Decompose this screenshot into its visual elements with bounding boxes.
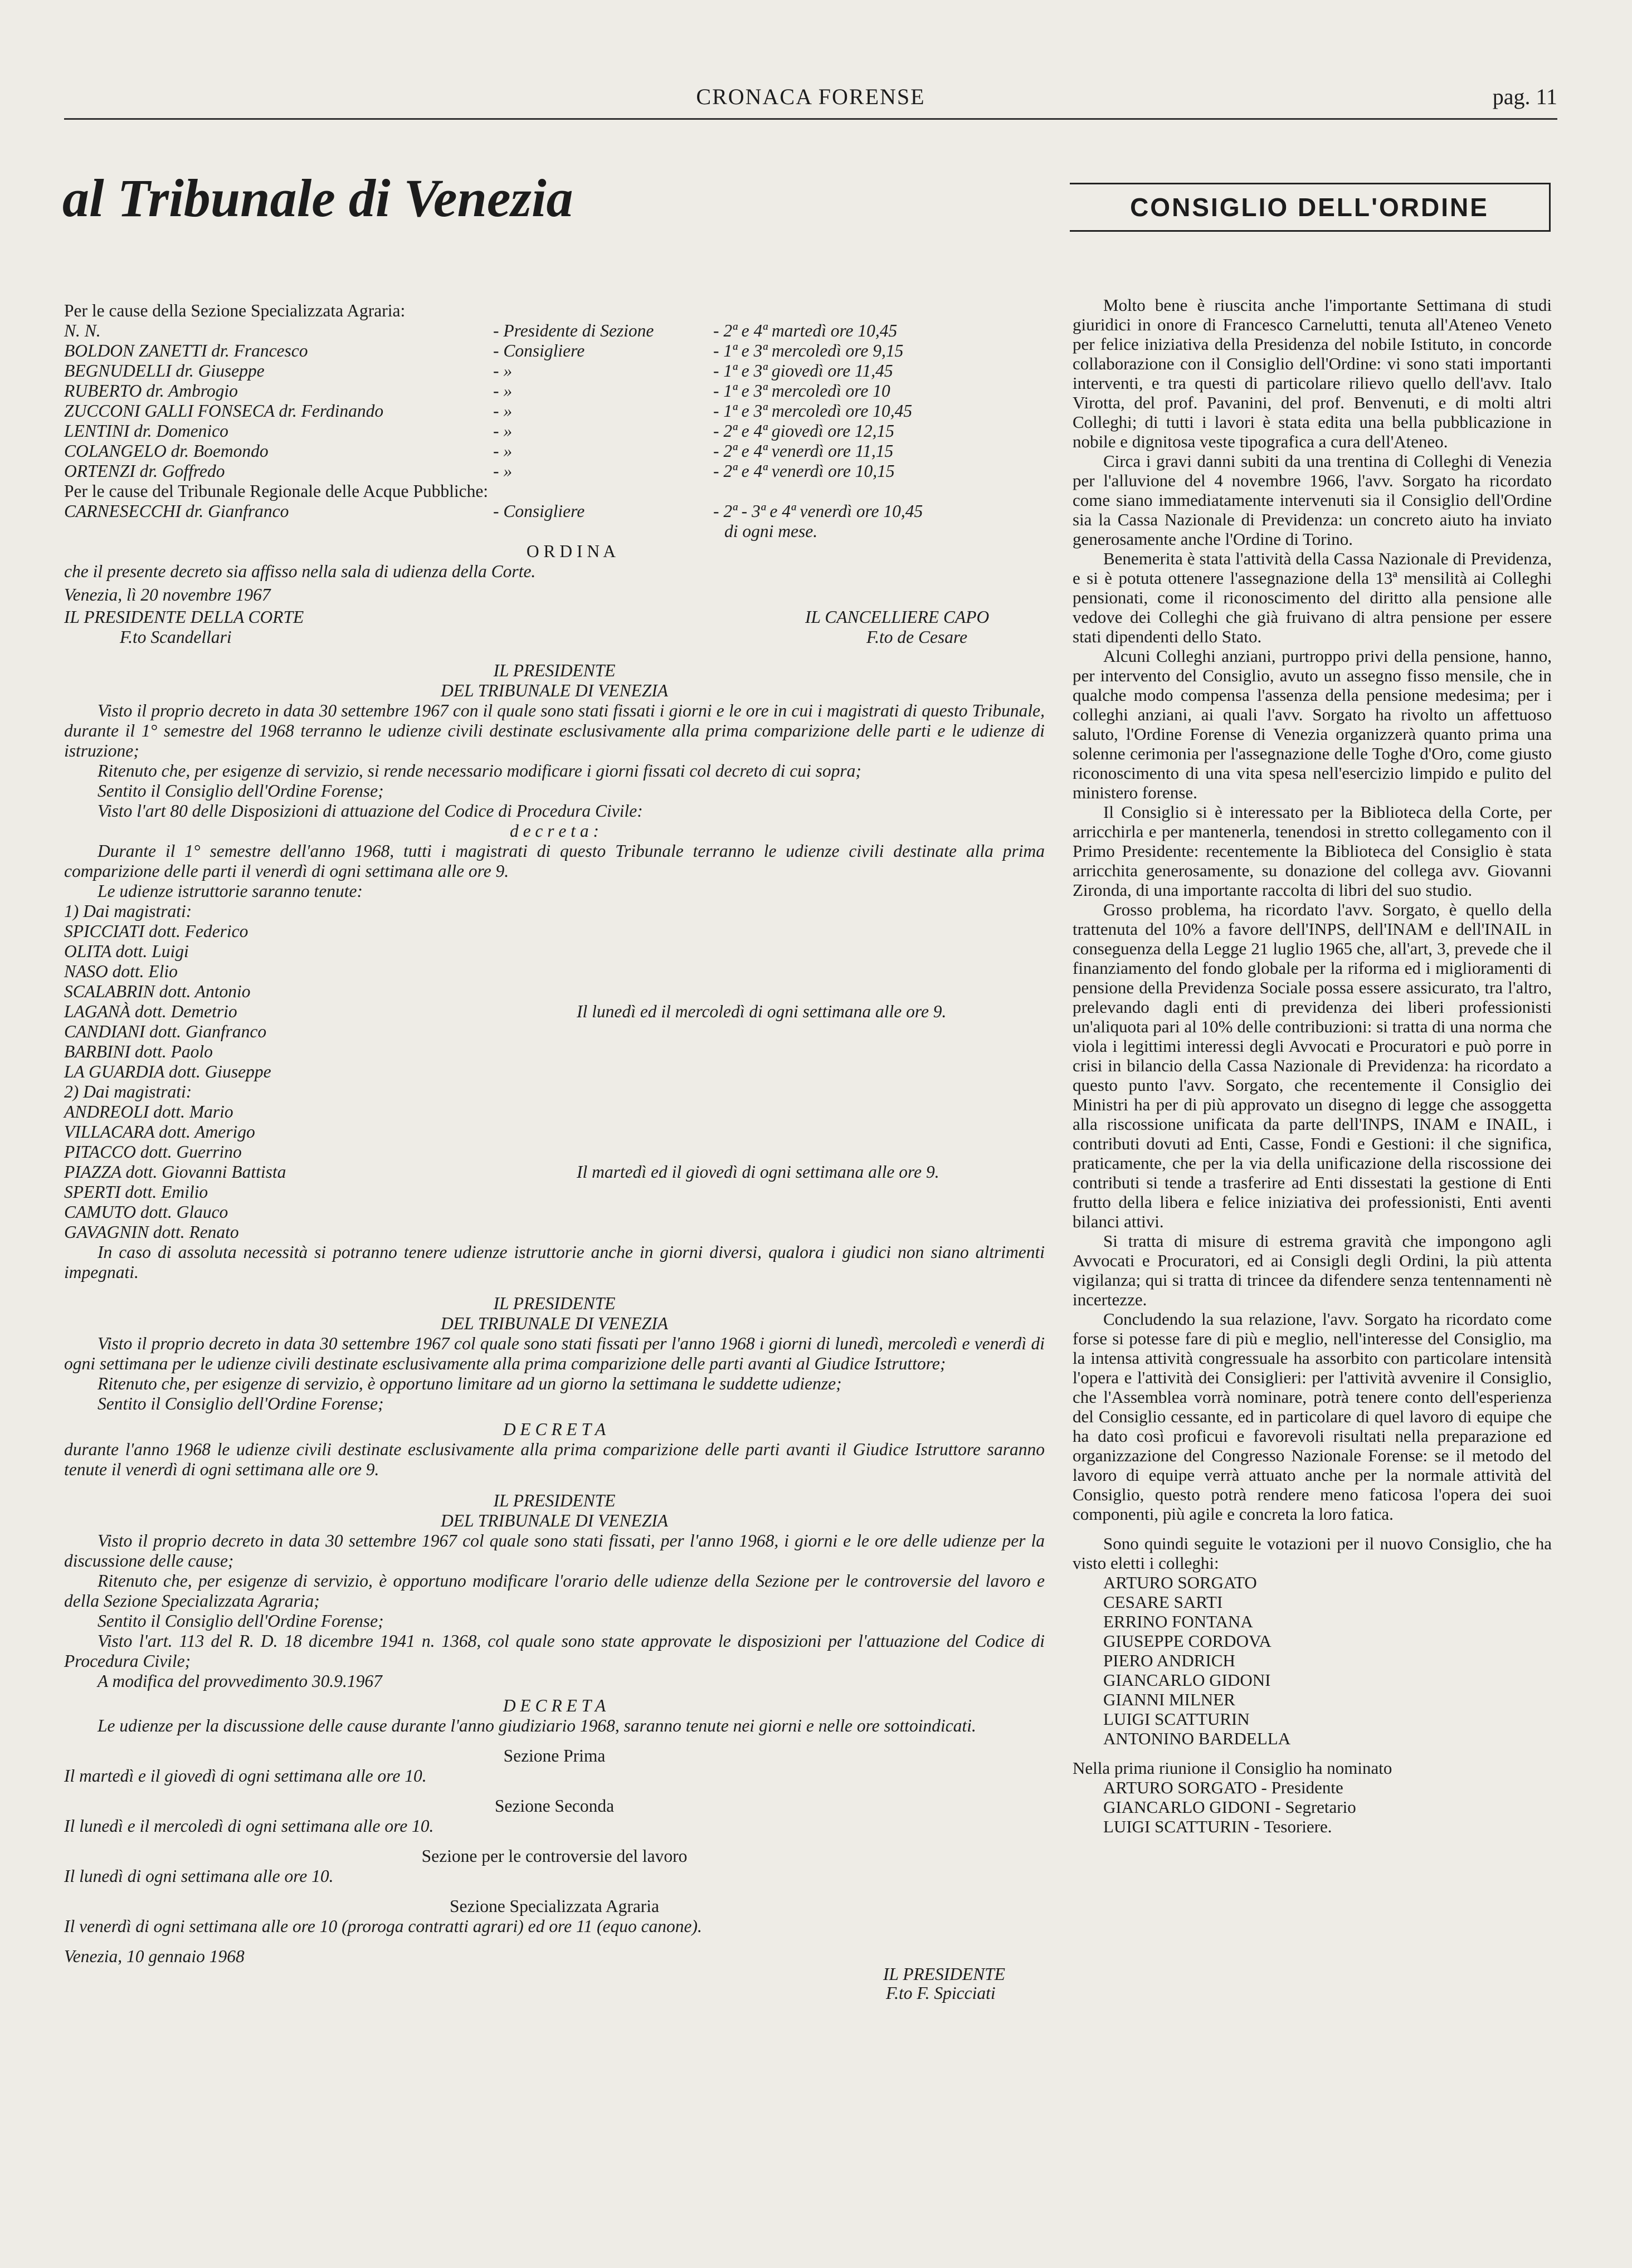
hearing-time: - 1ª e 3ª giovedì ore 11,45 bbox=[713, 361, 893, 381]
list-item: PITACCO dott. Guerrino bbox=[64, 1142, 242, 1162]
section-lavoro-text: Il lunedì di ogni settimana alle ore 10. bbox=[64, 1866, 334, 1886]
group1-schedule: Il lunedì ed il mercoledì di ogni settimana alle ore 9. bbox=[577, 1002, 947, 1021]
paragraph: Circa i gravi danni subiti da una trentina di Colleghi di Venezia per l'alluvione del 4 novembre 1966, l'avv. Sorgato ha ricordato come siano immediatamente intervenuti sia il Consiglio dell'Ordine sia la Cassa Nazionale di Previdenza: un concreto aiuto ha inviato generosamente anche l'Ordine di Torino. bbox=[1073, 451, 1552, 549]
paragraph: Sono quindi seguite le votazioni per il nuovo Consiglio, che ha visto eletti i colleghi: bbox=[1073, 1534, 1552, 1573]
decree2-heading2: DEL TRIBUNALE DI VENEZIA bbox=[440, 1314, 669, 1333]
group2-schedule: Il martedì ed il giovedì di ogni settimana alle ore 9. bbox=[577, 1162, 939, 1182]
decree2-decreta: D E C R E T A bbox=[503, 1420, 606, 1439]
hearing-time: - 1ª e 3ª mercoledì ore 10 bbox=[713, 381, 890, 401]
running-header bbox=[64, 84, 1557, 120]
decree1-p7: In caso di assoluta necessità si potranno tenere udienze istruttorie anche in giorni diversi, qualora i giudici non siano altrimenti impegnati. bbox=[64, 1242, 1045, 1282]
list-item: PIERO ANDRICH bbox=[1103, 1651, 1235, 1670]
decree1-p2: Ritenuto che, per esigenze di servizio, si rende necessario modificare i giorni fissati col decreto di cui sopra; bbox=[98, 761, 861, 781]
hearing-time: - 2ª e 4ª venerdì ore 11,15 bbox=[713, 441, 894, 461]
paragraph: Alcuni Colleghi anziani, purtroppo privi della pensione, hanno, per intervento del Consiglio, avuto un assegno fisso mensile, che in qualche modo compensa l'assenza della pensione medesima; per i colleghi anziani, ai quali l'avv. Sorgato ha rivolto un affettuoso saluto, l'Ordine Forense di Venezia organizzerà quanto prima una solenne cerimonia per l'assegnazione delle Toghe d'Oro, come giusto riconoscimento di una vita spesa nell'esercizio limpido e pulito del ministero forense. bbox=[1073, 646, 1552, 802]
judge-role: - » bbox=[493, 401, 513, 421]
decree2-p1: Visto il proprio decreto in data 30 settembre 1967 col quale sono stati fissati per l'anno 1968 i giorni di lunedì, mercoledì e venerdì di ogni settimana per le udienze civili destinate esclusivamente alla prima comparizione delle parti avanti al Giudice Istruttore; bbox=[64, 1334, 1045, 1373]
table-row bbox=[64, 361, 1045, 381]
section-prima-title: Sezione Prima bbox=[503, 1746, 606, 1765]
list-item: NASO dott. Elio bbox=[64, 962, 178, 981]
signature-row bbox=[64, 607, 1045, 627]
decree2-p2: Ritenuto che, per esigenze di servizio, è opportuno limitare ad un giorno la settimana le suddette udienze; bbox=[98, 1374, 842, 1393]
judge-role: - Consigliere bbox=[493, 341, 585, 360]
list-item: SPERTI dott. Emilio bbox=[64, 1182, 208, 1202]
section-heading: CONSIGLIO DELL'ORDINE bbox=[1070, 183, 1551, 232]
hearing-time: - 2ª e 4ª giovedì ore 12,15 bbox=[713, 421, 895, 441]
decree3-sig-name: F.to F. Spicciati bbox=[886, 1983, 996, 2003]
decree3-footer bbox=[64, 1947, 1045, 1967]
decree3-p3: Sentito il Consiglio dell'Ordine Forense; bbox=[98, 1611, 384, 1631]
judge-name: N. N. bbox=[64, 321, 101, 340]
list-item: LA GUARDIA dott. Giuseppe bbox=[64, 1062, 271, 1081]
paragraph: Il Consiglio si è interessato per la Biblioteca della Corte, per arricchirla e per mantenerla, tenendosi in stretto collegamento con il Primo Presidente: recentemente la Biblioteca del Consiglio è stata arricchita generosamente, su donazione del collega avv. Giovanni Zironda, di una importante raccolta di libri del suo studio. bbox=[1073, 802, 1552, 900]
hearing-time: - 1ª e 3ª mercoledì ore 10,45 bbox=[713, 401, 913, 421]
page-number: pag. 11 bbox=[1492, 84, 1557, 109]
paragraph: Concludendo la sua relazione, l'avv. Sorgato ha ricordato come forse si potesse fare di più e meglio, nell'interesse del Consiglio, ma la intensa attività congressuale ha assorbito con particolare intensità l'opera e l'attività dei Consiglieri: per l'attività avvenire il Consiglio, che l'Assemblea vorrà nominare, potrà tenere conto dell'esperienza del Consiglio cessante, ed in particolare di quel lavoro di equipe che ha dato così proficui e favorevoli risultati nella preparazione ed organizzazione del Congresso Nazionale Forense: se il metodo del lavoro di equipe verrà attuato anche per la normale attività del Consiglio, questo potrà rendere meno faticosa l'opera dei suoi componenti, più agile e concreta la loro fatica. bbox=[1073, 1309, 1552, 1524]
section-agraria-title: Sezione Specializzata Agraria bbox=[449, 1896, 660, 1916]
judge-name: COLANGELO dr. Boemondo bbox=[64, 441, 269, 461]
list-item: GIUSEPPE CORDOVA bbox=[1103, 1631, 1272, 1651]
decree3-p6: Le udienze per la discussione delle cause durante l'anno giudiziario 1968, saranno tenute nei giorni e nelle ore sottoindicati. bbox=[98, 1716, 976, 1735]
elected-list bbox=[1073, 1573, 1552, 1748]
list-item: GAVAGNIN dott. Renato bbox=[64, 1222, 239, 1242]
judge-role: - » bbox=[493, 381, 513, 401]
decree1-p6: Le udienze istruttorie saranno tenute: bbox=[98, 881, 363, 901]
list-item: CAMUTO dott. Glauco bbox=[64, 1202, 228, 1222]
list-item: ARTURO SORGATO - Presidente bbox=[1103, 1778, 1343, 1797]
decree1-p4: Visto l'art 80 delle Disposizioni di attuazione del Codice di Procedura Civile: bbox=[98, 801, 643, 821]
list-item: ARTURO SORGATO bbox=[1103, 1573, 1257, 1592]
section-seconda-title: Sezione Seconda bbox=[494, 1796, 615, 1816]
list-item: SPICCIATI dott. Federico bbox=[64, 921, 249, 941]
judge-name: BEGNUDELLI dr. Giuseppe bbox=[64, 361, 265, 381]
decree1-p3: Sentito il Consiglio dell'Ordine Forense; bbox=[98, 781, 384, 801]
list-item: CESARE SARTI bbox=[1103, 1592, 1223, 1612]
list-item: CANDIANI dott. Gianfranco bbox=[64, 1022, 267, 1041]
section-seconda-text: Il lunedì e il mercoledì di ogni settimana alle ore 10. bbox=[64, 1816, 434, 1836]
judge-role: - » bbox=[493, 441, 513, 461]
section-prima-text: Il martedì e il giovedì di ogni settimana alle ore 10. bbox=[64, 1766, 427, 1786]
decree1-heading2: DEL TRIBUNALE DI VENEZIA bbox=[440, 681, 669, 700]
decree1-p5: Durante il 1° semestre dell'anno 1968, tutti i magistrati di questo Tribunale terranno le udienze civili destinate alla prima comparizione delle parti il venerdì di ogni settimana alle ore 9. bbox=[64, 841, 1045, 881]
table-row bbox=[64, 521, 1045, 542]
ordina-text: che il presente decreto sia affisso nella sala di udienza della Corte. bbox=[64, 562, 536, 581]
decree3-heading1: IL PRESIDENTE bbox=[493, 1491, 616, 1510]
decree1-p1: Visto il proprio decreto in data 30 settembre 1967 con il quale sono stati fissati i giorni e le ore in cui i magistrati di questo Tribunale, durante il 1° semestre del 1968 terranno le udienze civili destinate esclusivamente alla prima comparizione delle parti e le udienze di istruzione; bbox=[64, 701, 1045, 760]
decree3-p4: Visto l'art. 113 del R. D. 18 dicembre 1941 n. 1368, col quale sono state approvate le disposizioni per l'attuazione del Codice di Procedura Civile; bbox=[64, 1631, 1045, 1671]
list-item: GIANCARLO GIDONI bbox=[1103, 1670, 1271, 1690]
list-item: SCALABRIN dott. Antonio bbox=[64, 982, 251, 1001]
paragraph: Molto bene è riuscita anche l'importante Settimana di studi giuridici in onore di Francesco Carnelutti, tenuta all'Ateneo Veneto per felice iniziativa della Presidenza del nobile Istituto, in concorde collaborazione con il Consiglio dell'Ordine: vi sono stati importanti interventi, e tra questi di particolare rilievo quello dell'avv. Italo Virotta, del prof. Pavanini, del prof. Benvenuti, e di molti altri Colleghi; di tutti i lavori è stata edita una bella pubblicazione in nobile e dignitosa veste tipografica a cura dell'Ateneo. bbox=[1073, 295, 1552, 451]
table-row bbox=[64, 501, 1045, 521]
judge-role: - » bbox=[493, 421, 513, 441]
list-item: ERRINO FONTANA bbox=[1103, 1612, 1253, 1631]
sig-left-title: IL PRESIDENTE DELLA CORTE bbox=[64, 607, 304, 627]
nominated-intro: Nella prima riunione il Consiglio ha nominato bbox=[1073, 1758, 1392, 1778]
decree3-decreta: D E C R E T A bbox=[503, 1696, 606, 1715]
right-column bbox=[1073, 295, 1552, 1836]
list-item: LUIGI SCATTURIN - Tesoriere. bbox=[1103, 1817, 1332, 1836]
table-row bbox=[64, 381, 1045, 401]
list-item: VILLACARA dott. Amerigo bbox=[64, 1122, 255, 1142]
table-row bbox=[64, 401, 1045, 421]
judge-name: RUBERTO dr. Ambrogio bbox=[64, 381, 238, 401]
article-title: al Tribunale di Venezia bbox=[62, 168, 573, 228]
judge-role: - » bbox=[493, 361, 513, 381]
magistrates-group-2 bbox=[64, 1082, 1045, 1242]
judge-name: CARNESECCHI dr. Gianfranco bbox=[64, 501, 289, 521]
list-item: GIANNI MILNER bbox=[1103, 1690, 1235, 1709]
paragraph: Benemerita è stata l'attività della Cassa Nazionale di Previdenza, e si è potuta ottenere l'assegnazione della 13ª mensilità ai Colleghi pensionati, come il riconoscimento del diritto alla pensione alle vedove dei Colleghi che già fruivano di altra pensione per essere stati dipendenti dello Stato. bbox=[1073, 549, 1552, 646]
judge-name: ZUCCONI GALLI FONSECA dr. Ferdinando bbox=[64, 401, 384, 421]
list-item: ANDREOLI dott. Mario bbox=[64, 1102, 233, 1121]
table-row bbox=[64, 341, 1045, 361]
agraria-intro: Per le cause della Sezione Specializzata Agraria: bbox=[64, 301, 406, 320]
magistrates-group-1 bbox=[64, 901, 1045, 1082]
decree2-heading1: IL PRESIDENTE bbox=[493, 1294, 616, 1313]
judge-role: - Consigliere bbox=[493, 501, 585, 521]
hearing-time: - 2ª e 4ª martedì ore 10,45 bbox=[713, 321, 898, 340]
list-item: LAGANÀ dott. Demetrio bbox=[64, 1002, 237, 1021]
table-row bbox=[64, 321, 1045, 341]
hearing-time-cont: di ogni mese. bbox=[724, 521, 818, 541]
decree3-sig-title: IL PRESIDENTE bbox=[883, 1964, 1006, 1984]
agraria-table bbox=[64, 321, 1045, 481]
list-item: PIAZZA dott. Giovanni Battista bbox=[64, 1162, 286, 1182]
decree3-p2: Ritenuto che, per esigenze di servizio, è opportuno modificare l'orario delle udienze della Sezione per le controversie del lavoro e della Sezione Specializzata Agraria; bbox=[64, 1571, 1045, 1611]
decree2-p4: durante l'anno 1968 le udienze civili destinate esclusivamente alla prima comparizione delle parti avanti il Giudice Istruttore saranno tenute il venerdì di ogni settimana alle ore 9. bbox=[64, 1440, 1045, 1479]
judge-name: LENTINI dr. Domenico bbox=[64, 421, 228, 441]
decree3-heading2: DEL TRIBUNALE DI VENEZIA bbox=[440, 1511, 669, 1530]
acque-intro: Per le cause del Tribunale Regionale delle Acque Pubbliche: bbox=[64, 481, 489, 501]
decree3-date: Venezia, 10 gennaio 1968 bbox=[64, 1947, 245, 1966]
hearing-time: - 2ª - 3ª e 4ª venerdì ore 10,45 bbox=[713, 501, 923, 521]
section-agraria-text: Il venerdì di ogni settimana alle ore 10 (proroga contratti agrari) ed ore 11 (equo canone). bbox=[64, 1916, 702, 1936]
judge-role: - » bbox=[493, 461, 513, 481]
judge-role: - Presidente di Sezione bbox=[493, 321, 654, 340]
sig-left-name: F.to Scandellari bbox=[120, 627, 232, 647]
group1-label: 1) Dai magistrati: bbox=[64, 901, 192, 921]
journal-title: CRONACA FORENSE bbox=[696, 84, 925, 109]
sig-right-title: IL CANCELLIERE CAPO bbox=[805, 607, 990, 627]
judge-name: ORTENZI dr. Goffredo bbox=[64, 461, 225, 481]
sig-right-name: F.to de Cesare bbox=[866, 627, 968, 647]
group2-label: 2) Dai magistrati: bbox=[64, 1082, 192, 1101]
list-item: OLITA dott. Luigi bbox=[64, 942, 189, 961]
paragraph: Grosso problema, ha ricordato l'avv. Sorgato, è quello della trattenuta del 10% a favore dell'INPS, dell'INAM e dell'INAIL in conseguenza della Legge 21 luglio 1965 che, all'art, 3, prevede che il finanziamento del fondo globale per la riforma ed i miglioramenti di pensione della Previdenza Sociale possa essere assicurato, tra l'altro, prelevando dagli enti di previdenza dei liberi professionisti un'aliquota pari al 10% delle contribuzioni: si tratta di una norma che viola i legittimi interessi degli Avvocati e Procuratori e può porre in crisi in bilancio della Cassa Nazionale di Previdenza: ha ricordato a questo punto l'avv. Sorgato, che recentemente il Consiglio dei Ministri ha per di più approvato un disegno di legge che assoggetta alla riscossione unificata da parte dell'INPS, INAM e INAIL, i contributi dovuti ad Enti, Casse, Fondi e Gestioni: il che significa, praticamente, che per la via della unificazione della riscossione dei contributi si tende a trasferire ad Enti dissestati la gestione di Enti frutto della libera e felice iniziativa dei professionisti, Enti aventi bilanci attivi. bbox=[1073, 900, 1552, 1231]
nominated-list bbox=[1073, 1778, 1552, 1836]
section-lavoro-title: Sezione per le controversie del lavoro bbox=[421, 1846, 688, 1866]
list-item: GIANCARLO GIDONI - Segretario bbox=[1103, 1797, 1356, 1817]
left-column bbox=[64, 301, 1045, 2007]
signature-names bbox=[64, 627, 1045, 647]
table-row bbox=[64, 461, 1045, 481]
decree2-p3: Sentito il Consiglio dell'Ordine Forense; bbox=[98, 1394, 384, 1413]
hearing-time: - 1ª e 3ª mercoledì ore 9,15 bbox=[713, 341, 904, 360]
judge-name: BOLDON ZANETTI dr. Francesco bbox=[64, 341, 308, 360]
table-row bbox=[64, 421, 1045, 441]
hearing-time: - 2ª e 4ª venerdì ore 10,15 bbox=[713, 461, 895, 481]
table-row bbox=[64, 441, 1045, 461]
list-item: ANTONINO BARDELLA bbox=[1103, 1729, 1291, 1748]
decree1-heading1: IL PRESIDENTE bbox=[493, 661, 616, 680]
list-item: LUIGI SCATTURIN bbox=[1103, 1709, 1250, 1729]
paragraph: Si tratta di misure di estrema gravità che impongono agli Avvocati e Procuratori, ed ai Consigli degli Ordini, la più attenta vigilanza; qui si tratta di trincee da difendere senza tentennamenti nè incertezze. bbox=[1073, 1231, 1552, 1309]
decree3-p1: Visto il proprio decreto in data 30 settembre 1967 col quale sono stati fissati, per l'anno 1968, i giorni e le ore delle udienze per la discussione delle cause; bbox=[64, 1531, 1045, 1570]
decree3-p5: A modifica del provvedimento 30.9.1967 bbox=[98, 1671, 382, 1691]
list-item: BARBINI dott. Paolo bbox=[64, 1042, 213, 1061]
decree3-signature-name-row bbox=[64, 1983, 1045, 2007]
decree1-decreta: d e c r e t a : bbox=[509, 821, 600, 841]
decree-date: Venezia, lì 20 novembre 1967 bbox=[64, 585, 271, 604]
ordina-heading: O R D I N A bbox=[526, 542, 616, 561]
